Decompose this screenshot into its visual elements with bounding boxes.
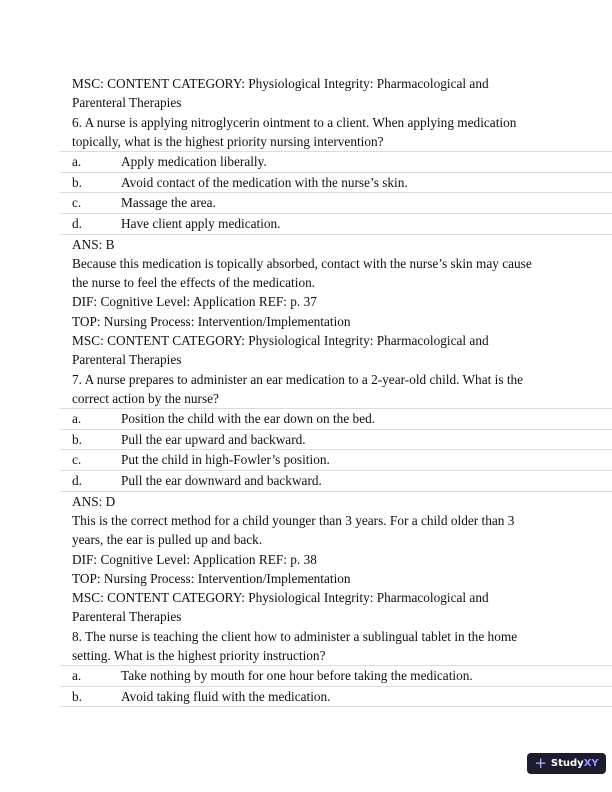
text-line: years, the ear is pulled up and back.: [72, 532, 263, 548]
text-line: ANS: B: [72, 236, 115, 252]
option-letter: b.: [72, 688, 82, 704]
text-line: Because this medication is topically absorbed, contact with the nurse’s skin may cause: [72, 255, 532, 271]
answer-option: [60, 214, 612, 235]
option-letter: a.: [72, 154, 82, 170]
answer-option: [60, 430, 612, 451]
option-letter: c.: [72, 452, 82, 468]
option-text: Apply medication liberally.: [121, 154, 267, 170]
text-line: 7. A nurse prepares to administer an ear medication to a 2-year-old child. What is the: [72, 371, 524, 387]
text-line: setting. What is the highest priority instruction?: [72, 647, 326, 663]
logo-text-accent: XY: [583, 758, 599, 769]
text-line: Parenteral Therapies: [72, 352, 182, 368]
text-line: 8. The nurse is teaching the client how to administer a sublingual tablet in the home: [72, 628, 518, 644]
option-text: Have client apply medication.: [121, 215, 281, 231]
answer-option: [60, 173, 612, 194]
option-text: Avoid contact of the medication with the nurse’s skin.: [121, 174, 408, 190]
option-letter: c.: [72, 195, 82, 211]
option-text: Avoid taking fluid with the medication.: [121, 688, 331, 704]
text-line: TOP: Nursing Process: Intervention/Implementation: [72, 570, 351, 586]
text-line: DIF: Cognitive Level: Application REF: p. 37: [72, 294, 317, 310]
option-text: Position the child with the ear down on the bed.: [121, 411, 376, 427]
text-line: DIF: Cognitive Level: Application REF: p. 38: [72, 551, 317, 567]
text-line: MSC: CONTENT CATEGORY: Physiological Integrity: Pharmacological and: [72, 590, 489, 606]
option-text: Pull the ear upward and backward.: [121, 431, 306, 447]
option-letter: a.: [72, 411, 82, 427]
text-line: TOP: Nursing Process: Intervention/Implementation: [72, 313, 351, 329]
option-letter: b.: [72, 431, 82, 447]
option-letter: b.: [72, 174, 82, 190]
text-line: the nurse to feel the effects of the medication.: [72, 275, 316, 291]
text-line: correct action by the nurse?: [72, 390, 219, 406]
option-letter: d.: [72, 473, 82, 489]
answer-option: [60, 151, 612, 173]
answer-option: [60, 408, 612, 430]
text-line: 6. A nurse is applying nitroglycerin ointment to a client. When applying medication: [72, 114, 517, 130]
logo-text-main: Study: [550, 758, 584, 769]
text-line: This is the correct method for a child younger than 3 years. For a child older than 3: [72, 512, 515, 528]
document-body: [0, 74, 612, 707]
studyxy-logo[interactable]: [527, 753, 606, 774]
answer-option: [60, 687, 612, 708]
text-line: MSC: CONTENT CATEGORY: Physiological Integrity: Pharmacological and: [72, 333, 489, 349]
option-text: Take nothing by mouth for one hour before taking the medication.: [121, 668, 473, 684]
answer-option: [60, 665, 612, 687]
text-line: Parenteral Therapies: [72, 609, 182, 625]
option-letter: a.: [72, 668, 82, 684]
answer-option: [60, 193, 612, 214]
option-letter: d.: [72, 215, 82, 231]
text-line: MSC: CONTENT CATEGORY: Physiological Integrity: Pharmacological and: [72, 76, 489, 91]
text-line: ANS: D: [72, 493, 116, 509]
plus-icon: +: [534, 754, 547, 772]
answer-option: [60, 450, 612, 471]
text-line: topically, what is the highest priority nursing intervention?: [72, 133, 384, 149]
option-text: Massage the area.: [121, 195, 216, 211]
option-text: Put the child in high-Fowler’s position.: [121, 452, 330, 468]
answer-option: [60, 471, 612, 492]
text-line: Parenteral Therapies: [72, 95, 182, 111]
option-text: Pull the ear downward and backward.: [121, 473, 322, 489]
